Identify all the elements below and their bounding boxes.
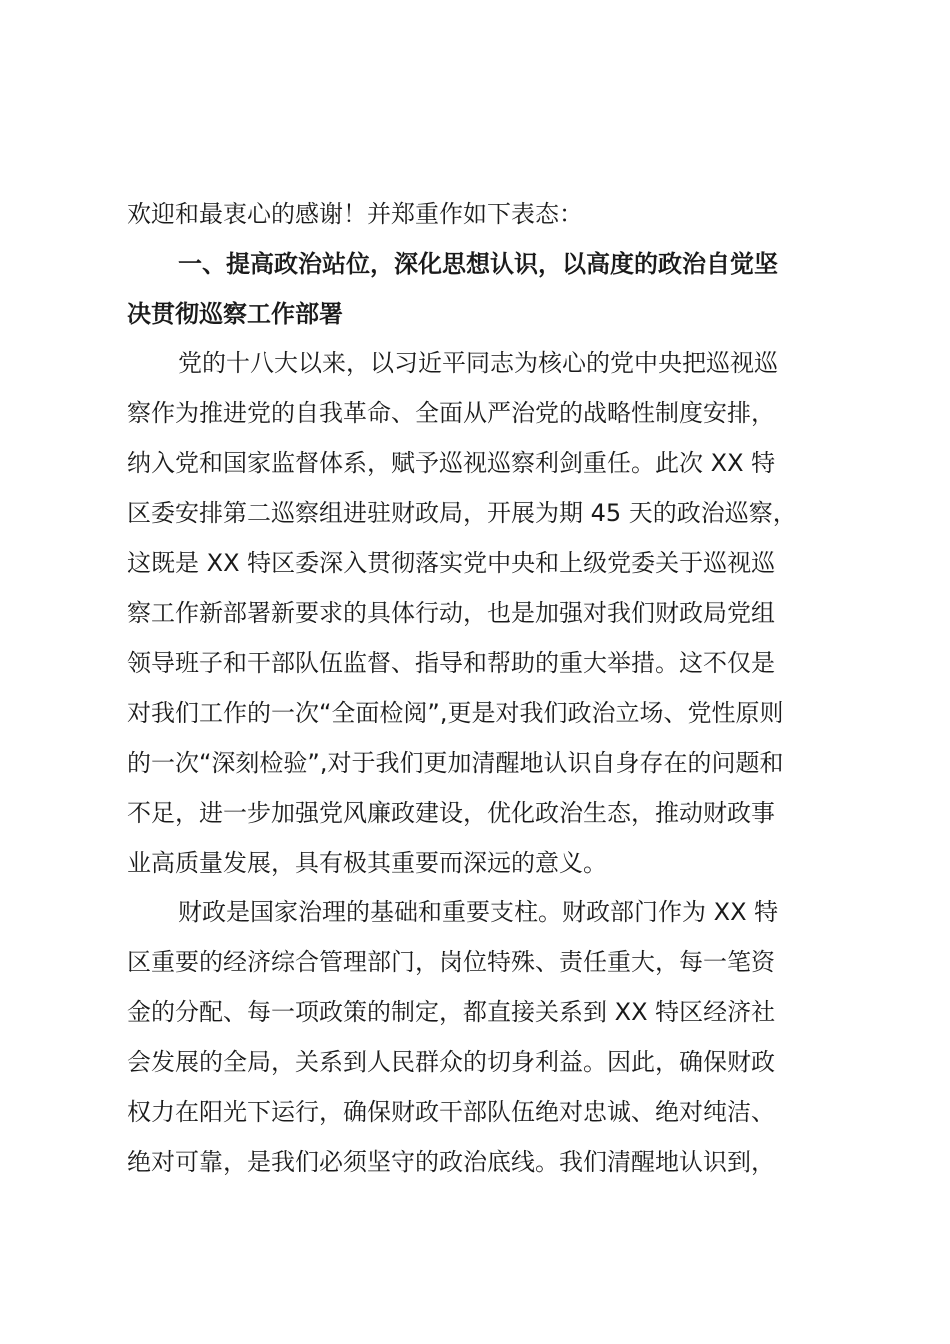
heading-1-line-2: 决贯彻巡察工作部署 xyxy=(127,300,343,328)
paragraph-2-line: 会发展的全局，关系到人民群众的切身利益。因此，确保财政 xyxy=(127,1048,775,1076)
paragraph-1-line: 纳入党和国家监督体系，赋予巡视巡察利剑重任。此次 XX 特 xyxy=(127,449,776,477)
paragraph-2-line: 区重要的经济综合管理部门，岗位特殊、责任重大，每一笔资 xyxy=(127,948,775,976)
paragraph-1-line: 区委安排第二巡察组进驻财政局，开展为期 45 天的政治巡察， xyxy=(127,499,797,527)
paragraph-1-line: 对我们工作的一次“全面检阅”,更是对我们政治立场、党性原则 xyxy=(127,699,784,727)
paragraph-1-line: 不足，进一步加强党风廉政建设，优化政治生态，推动财政事 xyxy=(127,799,775,827)
paragraph-2-line: 绝对可靠，是我们必须坚守的政治底线。我们清醒地认识到， xyxy=(127,1148,775,1176)
paragraph-2-line: 权力在阳光下运行，确保财政干部队伍绝对忠诚、绝对纯洁、 xyxy=(127,1098,775,1126)
paragraph-1-line: 察工作新部署新要求的具体行动，也是加强对我们财政局党组 xyxy=(127,599,775,627)
paragraph-2-line: 财政是国家治理的基础和重要支柱。财政部门作为 XX 特 xyxy=(178,898,779,926)
heading-1-line-1: 一、提高政治站位，深化思想认识，以高度的政治自觉坚 xyxy=(178,250,778,278)
paragraph-1-line: 的一次“深刻检验”,对于我们更加清醒地认识自身存在的问题和 xyxy=(127,749,784,777)
paragraph-1-line: 领导班子和干部队伍监督、指导和帮助的重大举措。这不仅是 xyxy=(127,649,775,677)
paragraph-2-line: 金的分配、每一项政策的制定，都直接关系到 XX 特区经济社 xyxy=(127,998,776,1026)
paragraph-1-line: 业高质量发展，具有极其重要而深远的意义。 xyxy=(127,849,607,877)
paragraph-1-line: 察作为推进党的自我革命、全面从严治党的战略性制度安排， xyxy=(127,399,775,427)
paragraph-1-line: 党的十八大以来，以习近平同志为核心的党中央把巡视巡 xyxy=(178,349,778,377)
paragraph-1-line: 这既是 XX 特区委深入贯彻落实党中央和上级党委关于巡视巡 xyxy=(127,549,776,577)
opening-line: 欢迎和最衷心的感谢！并郑重作如下表态： xyxy=(127,200,583,228)
